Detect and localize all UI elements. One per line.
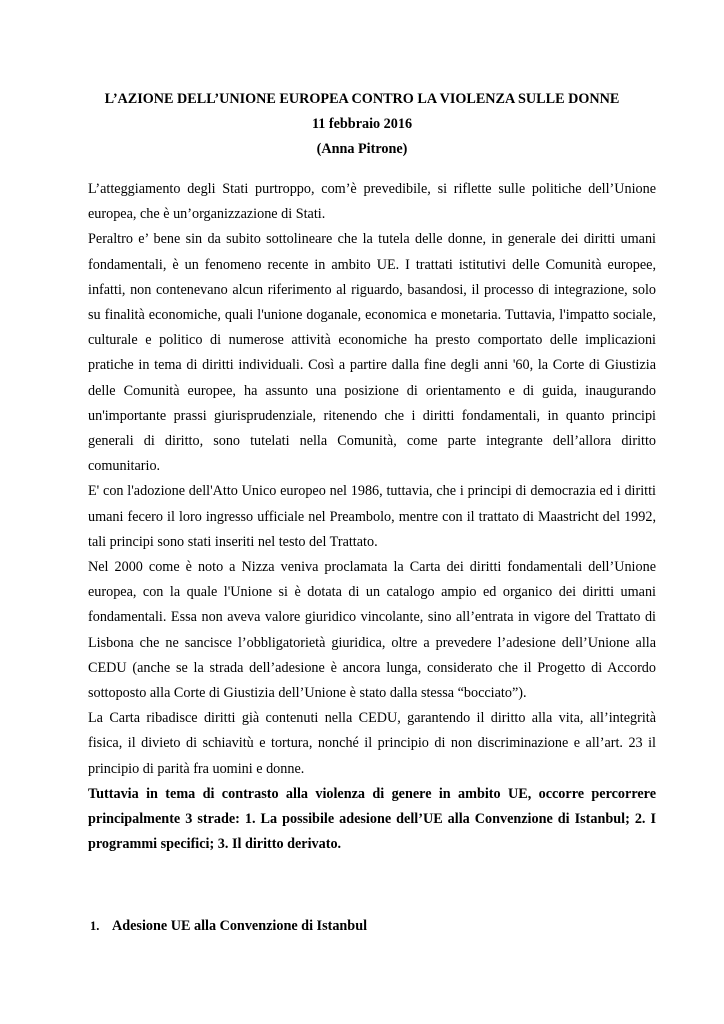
document-header xyxy=(0,87,724,162)
section-number: 1. xyxy=(90,919,100,933)
bold-paragraph: Tuttavia in tema di contrasto alla violenza di genere in ambito UE, occorre percorrere principalmente 3 strade: 1. La possibile adesione dell’UE alla Convenzione di Istanbul; 2. I programmi specifici; 3. Il diritto derivato. xyxy=(88,785,656,853)
document-date: 11 febbraio 2016 xyxy=(311,116,413,132)
paragraph: E' con l'adozione dell'Atto Unico europeo nel 1986, tuttavia, che i principi di democrazia ed i diritti umani fecero il loro ingresso ufficiale nel Preambolo, mentre con il trattato di Maastricht del 1992, tali principi sono stati inseriti nel testo del Trattato. xyxy=(88,483,656,550)
paragraph: La Carta ribadisce diritti già contenuti nella CEDU, garantendo il diritto alla vita, all’integrità fisica, il divieto di schiavitù e tortura, nonché il principio di non discriminazione e all’art. 23 il principio di parità fra uomini e donne. xyxy=(88,710,656,777)
paragraph: Nel 2000 come è noto a Nizza veniva proclamata la Carta dei diritti fondamentali dell’Unione europea, con la quale l'Unione si è dotata di un catalogo ampio ed organico dei diritti umani fondamentali. Essa non aveva valore giuridico vincolante, sino all’entrata in vigore del Trattato di Lisbona che ne sancisce l’obbligatorietà giuridica, oltre a prevedere l’adesione dell’Unione alla CEDU (anche se la strada dell’adesione è ancora lunga, considerato che il Progetto di Accordo sottoposto alla Corte di Giustizia dell’Unione è stato dalla stessa “bocciato”). xyxy=(88,559,656,702)
document-body xyxy=(88,177,656,857)
section-heading xyxy=(90,914,367,939)
section-title: Adesione UE alla Convenzione di Istanbul xyxy=(112,918,368,934)
paragraph: L’atteggiamento degli Stati purtroppo, com’è prevedibile, si riflette sulle politiche dell’Unione europea, che è un’organizzazione di Stati. xyxy=(88,181,656,223)
paragraph: Peraltro e’ bene sin da subito sottolineare che la tutela delle donne, in generale dei diritti umani fondamentali, è un fenomeno recente in ambito UE. I trattati istitutivi delle Comunità europee, infatti, non contenevano alcun riferimento al riguardo, basandosi, il processo di integrazione, solo su finalità economiche, quali l'unione doganale, economica e monetaria. Tuttavia, l'impatto sociale, culturale e politico di numerose attività economiche ha presto comportato delle implicazioni pratiche in tema di diritti individuali. Così a partire dalla fine degli anni '60, la Corte di Giustizia delle Comunità europee, ha assunto una posizione di orientamento e di guida, inaugurando un'importante prassi giurisprudenziale, ritenendo che i diritti fondamentali, in quanto principi generali di diritto, sono tutelati nella Comunità, come parte integrante dell’allora diritto comunitario. xyxy=(88,231,656,475)
document-title: L’AZIONE DELL’UNIONE EUROPEA CONTRO LA VIOLENZA SULLE DONNE xyxy=(104,91,620,107)
document-author: (Anna Pitrone) xyxy=(316,141,408,157)
